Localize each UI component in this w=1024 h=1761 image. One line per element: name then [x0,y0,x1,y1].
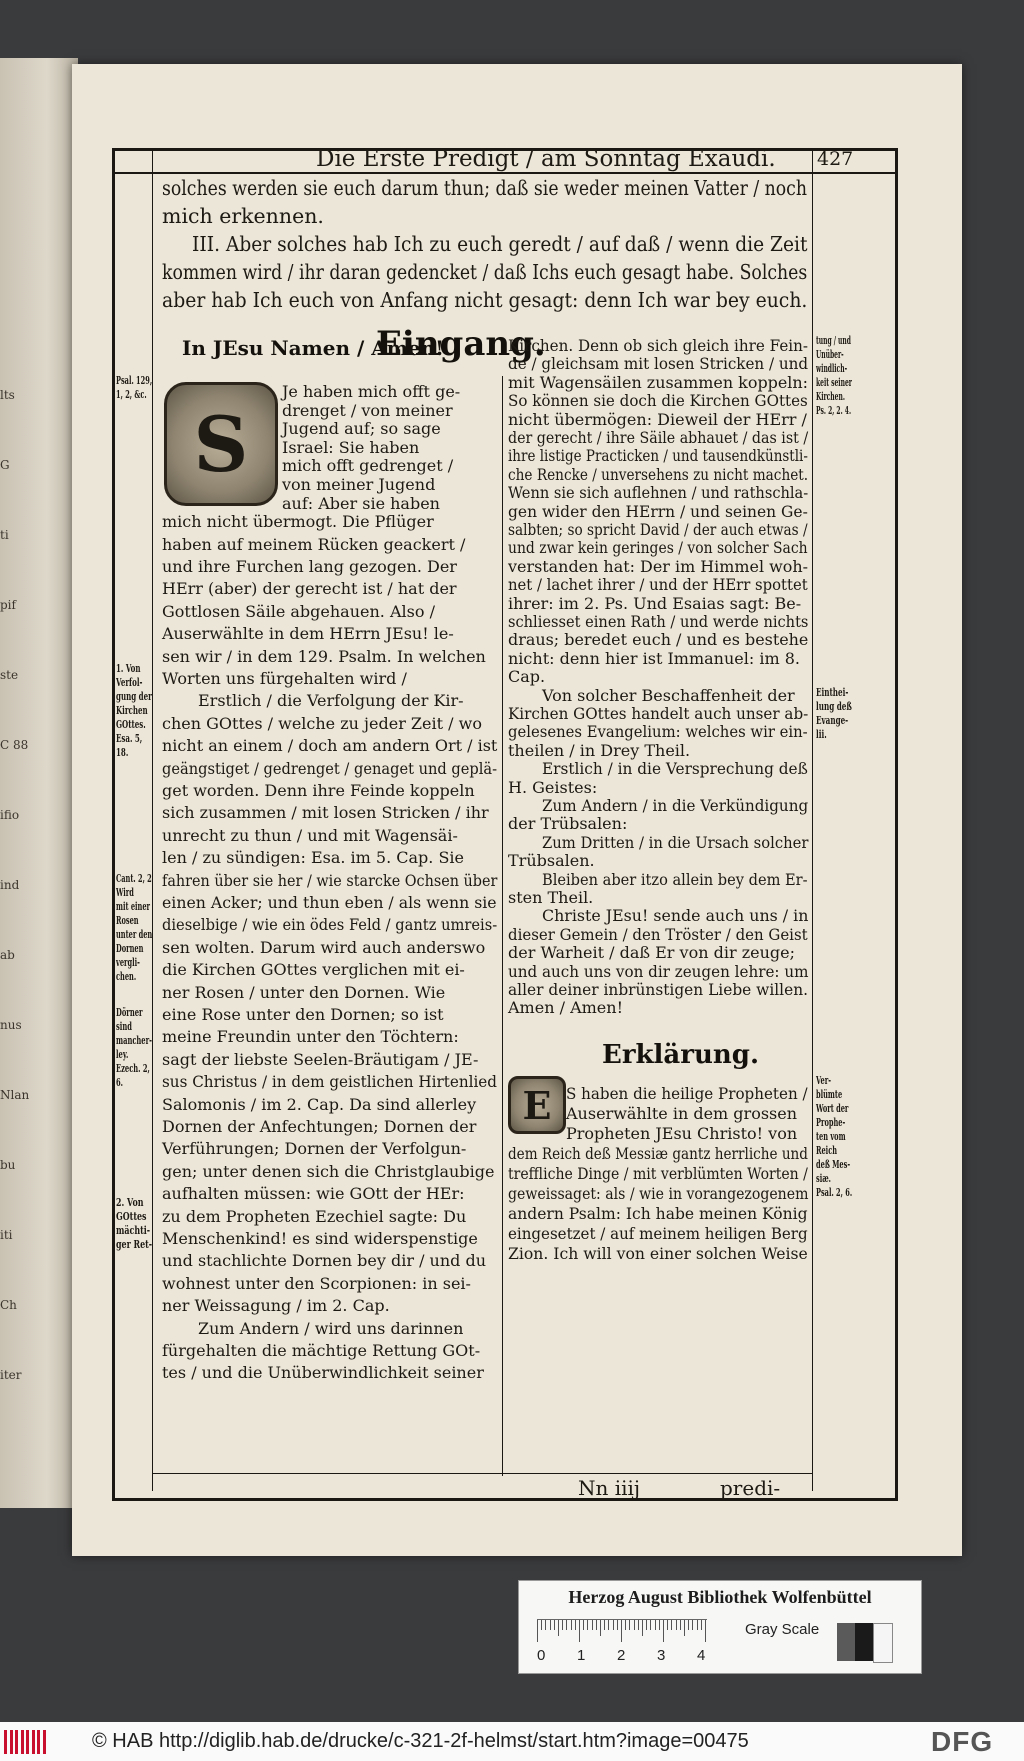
body-line: Erstlich / die Verfolgung der Kir- [198,691,464,711]
body-line: sich zusammen / mit losen Stricken / ihr [162,803,489,823]
body-line: Zion. Ich will von einer solchen Weise [508,1244,808,1263]
body-line: mich offt gedrenget / [282,456,454,476]
fragment-text: nus [0,1018,22,1032]
ruler-tick [663,1620,664,1642]
body-line: Bleiben aber itzo allein bey dem Er- [542,869,808,889]
footer-rule [152,1473,812,1474]
body-line: nicht: denn hier ist Immanuel: im 8. [508,648,800,668]
body-line: Trübsalen. [508,851,595,871]
margin-note-line: chen. [116,970,137,983]
intro-line: kommen wird / ihr daran gedencket / daß Ichs euch gesagt habe. Solches [162,260,808,284]
ruler-tick [583,1620,584,1630]
body-line: Wenn sie sich auflehnen / und rathschla- [508,483,809,503]
body-line: Worten uns fürgehalten wird / [162,669,407,688]
body-line: eingesetzet / auf meinem heiligen Berg [508,1224,808,1243]
body-line: Verführungen; Dornen der Verfolgun- [162,1139,467,1159]
ruler-tick [701,1620,702,1630]
ruler-tick [608,1620,609,1630]
margin-note-line: ger Ret- [116,1238,153,1251]
body-line: Je haben mich offt ge- [282,382,461,401]
body-line: wohnest unter den Scorpionen: in sei- [162,1273,471,1293]
margin-note [116,374,176,402]
body-line: und stachlichte Dornen bey dir / und du [162,1251,487,1271]
body-line: schliesset einen Rath / und werde nichts [508,612,809,631]
body-line: net / lachet ihrer / und der HErr spottet [508,575,808,595]
ruler-tick [625,1620,626,1630]
body-line: ner Weissagung / im 2. Cap. [162,1296,390,1316]
margin-note-line: Psal. 129, [116,374,153,387]
body-line: Zum Andern / in die Verkündigung [542,796,809,815]
ruler-tick [550,1620,551,1630]
body-line: nicht übermögen: Dieweil der HErr / [508,409,807,429]
fragment-text: lts [0,388,15,402]
fragment-text: ab [0,948,15,962]
ruler-tick [537,1620,538,1642]
body-line: So können sie doch die Kirchen GOttes [508,391,808,411]
body-line: Dornen der Anfechtungen; Dornen der [162,1117,477,1136]
catchword: predi- [720,1476,781,1500]
body-line: Gottlosen Säile abgehauen. Also / [162,601,435,621]
barcode-icon [4,1730,48,1754]
column-divider [502,376,503,1476]
body-line: dieser Gemein / den Tröster / den Geist [508,924,808,944]
ruler-tick [629,1620,630,1630]
fragment-text: C 88 [0,738,29,752]
body-line: HErr (aber) der gerecht ist / hat der [162,579,457,599]
ruler-tick [621,1620,622,1642]
body-line: Jugend auf; so sage [282,419,441,439]
margin-note-line: Wird [116,886,134,899]
margin-note-line: lii. [816,728,827,741]
fragment-text: G [0,458,10,472]
ruler-tick [692,1620,693,1630]
body-line: theilen / in Drey Theil. [508,740,691,760]
body-line: de / gleichsam mit losen Stricken / und [508,354,809,374]
body-line: der gerecht / ihre Säile abhauet / das ist / [508,428,809,447]
ruler-tick [587,1620,588,1630]
margin-note-line: Esa. 5, [116,732,143,745]
ruler-tick [646,1620,647,1630]
fragment-text: iter [0,1368,22,1382]
body-line: von meiner Jugend [282,475,436,494]
ruler-number: 2 [617,1647,626,1664]
running-header: Die Erste Predigt / am Sonntag Exaudi. [316,146,776,172]
fragment-text: iti [0,1228,13,1242]
margin-note-line: siæ. [816,1172,831,1185]
ruler-number: 1 [577,1647,586,1664]
ruler-tick [545,1620,546,1630]
margin-note-line: Kirchen [116,704,148,717]
ruler-tick [650,1620,651,1630]
body-line: aller deiner inbrünstigen Liebe willen. [508,980,809,999]
margin-note-line: Prophe- [816,1116,846,1129]
margin-note-line: Ps. 2, 2. 4. [816,404,852,417]
ruler-tick [579,1620,580,1642]
margin-note-line: unter den [116,928,153,941]
signature-mark: Nn iiij [578,1476,641,1500]
margin-note-line: 1. Von [116,662,141,675]
white-swatch [873,1623,893,1663]
body-line: fürgehalten die mächtige Rettung GOt- [162,1341,481,1360]
margin-note [116,662,172,760]
section-heading: Eingang. [376,324,546,364]
body-line: nicht an einem / doch am andern Ort / ist [162,736,498,756]
margin-note-line: Wort der [816,1102,849,1115]
margin-note-line: sind [116,1020,132,1033]
body-line: ner Rosen / unter den Dornen. Wie [162,982,446,1002]
margin-note-line: Verfol- [116,676,143,689]
ruler-tick [541,1620,542,1630]
body-line: Menschenkind! es sind widerspenstige [162,1229,478,1248]
page-number: 427 [817,148,854,170]
margin-note-line: deß Mes- [816,1158,851,1171]
body-line: verstanden hat: Der im Himmel woh- [508,556,809,576]
body-line: meine Freundin unter den Töchtern: [162,1027,459,1047]
ruler-tick [705,1620,706,1642]
body-line: geängstiget / gedrenget / genaget und geplä- [162,758,498,778]
margin-note-line: Unüber- [816,348,844,361]
barcode-stripe [21,1730,24,1754]
body-line: sus Christus / in dem geistlichen Hirtenlied [162,1072,498,1092]
ruler-tick [684,1620,685,1636]
ruler-tick [562,1620,563,1630]
body-line: Zum Dritten / in die Ursach solcher [542,832,809,852]
margin-note-line: Psal. 2, 6. [816,1186,853,1199]
margin-note [116,1006,175,1090]
fragment-text: ste [0,668,19,682]
ruler-tick [680,1620,681,1630]
margin-note [116,1196,166,1252]
margin-note [816,686,871,742]
ruler-tick [600,1620,601,1636]
fragment-text: bu [0,1158,16,1172]
body-line: und zwar kein geringes / von solcher Sach [508,538,808,558]
margin-note-line: Ver- [816,1074,831,1087]
black-swatch [855,1623,873,1661]
body-line: sen wir / in dem 129. Psalm. In welchen [162,646,486,666]
body-line: ihrer: im 2. Ps. Und Esaias sagt: Be- [508,593,802,613]
body-line: sagt der liebste Seelen-Bräutigam / JE- [162,1049,479,1069]
body-line: Auserwählte in dem HErrn JEsu! le- [162,624,454,644]
body-line: aufhalten müssen: wie GOtt der HEr: [162,1184,465,1204]
fragment-text: Ch [0,1298,17,1312]
ruler-tick [604,1620,605,1630]
barcode-stripe [15,1730,18,1754]
margin-note-line: tung / und [816,334,851,347]
previous-page-edge [0,58,78,1508]
intro-line: III. Aber solches hab Ich zu euch geredt / auf daß / wenn die Zeit [192,232,808,256]
library-name: Herzog August Bibliothek Wolfenbüttel [568,1587,872,1607]
body-line: einen Acker; und thun eben / als wenn sie [162,893,497,912]
fragment-text: ifio [0,808,20,822]
subheading-erklaerung: Erklärung. [602,1040,759,1070]
ruler-tick [655,1620,656,1630]
color-scale-card [518,1580,922,1674]
body-line: sen wolten. Darum wird auch anderswo [162,937,486,957]
body-line: Von solcher Beschaffenheit der [542,685,795,705]
body-line: Zum Andern / wird uns darinnen [198,1318,464,1338]
fragment-text: pif [0,598,16,612]
intro-line: mich erkennen. [162,204,324,228]
fragment-text: ind [0,878,20,892]
body-line: Christe JEsu! sende auch uns / in [542,906,809,926]
body-line: eine Rose unter den Dornen; so ist [162,1005,444,1024]
body-line: Amen / Amen! [508,998,623,1018]
margin-note-line: mächti- [116,1224,151,1237]
ruler-tick [613,1620,614,1630]
margin-note-line: blümte [816,1088,843,1101]
margin-note-line: gung der [116,690,152,703]
body-line: ihre listige Practicken / und tausendkünstli- [508,446,808,466]
ruler [537,1619,707,1646]
body-line: che Rencke / unversehens zu nicht machet. [508,464,809,484]
margin-note-line: ten vom [816,1130,846,1143]
barcode-stripe [26,1730,29,1754]
body-line: dieselbige / wie ein ödes Feld / gantz umreis- [162,915,498,935]
body-line: draus; beredet euch / und es bestehe [508,630,809,650]
body-line: treffliche Dinge / mit verblümten Worten / [508,1164,808,1183]
viewer-footer-bar [0,1722,1024,1761]
ruler-tick [566,1620,567,1630]
body-line: len / zu sündigen: Esa. im 5. Cap. Sie [162,848,465,868]
body-line: drenget / von meiner [282,400,453,420]
decorated-initial-e: E [508,1076,566,1134]
barcode-stripe [32,1730,35,1754]
margin-note-line: Dörner [116,1006,143,1019]
ruler-tick [697,1620,698,1630]
margin-note-line: keit seiner [816,376,852,389]
book-page [72,64,962,1556]
ruler-tick [659,1620,660,1630]
ruler-tick [688,1620,689,1630]
ruler-number: 3 [657,1647,666,1664]
ruler-tick [554,1620,555,1630]
margin-note-line: lung deß [816,700,852,713]
body-line: fahren über sie her / wie starcke Ochsen über [162,870,498,890]
ruler-tick [596,1620,597,1630]
body-line: Auserwählte in dem grossen [566,1104,798,1123]
margin-note-line: mit einer [116,900,151,913]
margin-note [116,872,176,984]
body-line: geweissaget: als / wie in vorangezogenem [508,1184,809,1203]
margin-note-line: Reich [816,1144,838,1157]
margin-note-line: Ezech. 2, [116,1062,150,1075]
intro-line: solches werden sie euch darum thun; daß sie weder meinen Vatter / noch [162,176,807,200]
ruler-tick [592,1620,593,1630]
margin-note-line: Evange- [816,714,849,727]
gray-swatch [837,1623,855,1661]
body-line: Erstlich / in die Versprechung deß [542,759,808,779]
ruler-tick [558,1620,559,1636]
body-line: mich nicht übermogt. Die Pflüger [162,512,434,532]
margin-note-line: Cant. 2, 2 [116,872,152,885]
ruler-number: 0 [537,1647,546,1664]
ruler-tick [571,1620,572,1630]
body-line: unrecht zu thun / und mit Wagensäi- [162,825,458,845]
margin-note-line: Kirchen. [816,390,845,403]
body-line: S haben die heilige Propheten / [566,1084,808,1103]
opening-invocation: In JEsu Namen / Amen! [182,336,444,360]
body-line: sten Theil. [508,888,594,907]
margin-note-line: Rosen [116,914,139,927]
intro-line: aber hab Ich euch von Anfang nicht gesagt: denn Ich war bey euch. [162,288,808,312]
dfg-logo: DFG [931,1726,994,1757]
body-line: chen GOttes / welche zu jeder Zeit / wo [162,713,482,733]
barcode-stripe [43,1730,46,1754]
body-line: auf: Aber sie haben [282,493,440,513]
margin-note-line: Dornen [116,942,144,955]
margin-note-line: Einthei- [816,686,849,699]
gray-scale-label: Gray Scale [745,1621,820,1638]
margin-note-line: 2. Von [116,1196,144,1209]
body-line: tes / und die Unüberwindlichkeit seiner [162,1363,484,1383]
body-line: Cap. [508,667,546,687]
left-margin-rule [152,151,153,1491]
barcode-stripe [10,1730,13,1754]
body-line: Kirchen GOttes handelt auch unser ab- [508,704,809,723]
body-line: gen wider den HErrn / und seinen Ge- [508,501,808,521]
ruler-tick [634,1620,635,1630]
ruler-tick [642,1620,643,1636]
body-line: und auch uns von dir zeugen lehre: um [508,961,809,981]
fragment-text: ti [0,528,9,542]
margin-note-line: ley. [116,1048,129,1061]
ruler-tick [617,1620,618,1630]
body-line: und ihre Furchen lang gezogen. Der [162,557,457,576]
source-link[interactable]: © HAB http://diglib.hab.de/drucke/c-321-2f-helmst/start.htm?image=00475 [92,1730,749,1752]
body-line: H. Geistes: [508,777,598,797]
margin-note [816,1074,876,1200]
body-line: Salomonis / im 2. Cap. Da sind allerley [162,1094,477,1114]
margin-note-line: mancher- [116,1034,152,1047]
fragment-text: Nlan [0,1088,30,1102]
margin-note-line: 1, 2, &c. [116,388,147,401]
margin-note-line: vergli- [116,956,140,969]
body-line: der Trübsalen: [508,814,628,834]
body-line: gelesenes Evangelium: welches wir ein- [508,722,808,742]
ruler-tick [676,1620,677,1630]
decorated-initial: S [164,382,278,506]
body-line: andern Psalm: Ich habe meinen König [508,1204,808,1223]
body-line: Kirchen. Denn ob sich gleich ihre Fein- [508,336,809,355]
body-line: gen; unter denen sich die Christglaubige [162,1161,495,1181]
body-line: haben auf meinem Rücken geackert / [162,534,466,554]
body-line: Propheten JEsu Christo! von [566,1124,798,1143]
ruler-tick [671,1620,672,1630]
ruler-tick [638,1620,639,1630]
right-margin-rule [812,151,813,1491]
body-line: zu dem Propheten Ezechiel sagte: Du [162,1206,467,1226]
barcode-stripe [37,1730,40,1754]
ruler-tick [575,1620,576,1630]
margin-note-line: 18. [116,746,129,759]
body-line: die Kirchen GOttes verglichen mit ei- [162,960,465,980]
body-line: dem Reich deß Messiæ gantz herrliche und [508,1144,808,1163]
ruler-number: 4 [697,1647,706,1664]
margin-note-line: windlich- [816,362,848,375]
barcode-stripe [4,1730,7,1754]
body-line: mit Wagensäilen zusammen koppeln: [508,372,809,392]
body-line: get worden. Denn ihre Feinde koppeln [162,781,475,800]
body-line: Israel: Sie haben [282,437,420,457]
header-rule [112,172,898,174]
margin-note [816,334,882,418]
margin-note-line: 6. [116,1076,124,1089]
body-line: der Warheit / daß Er von dir zeuge; [508,943,795,963]
body-line: salbten; so spricht David / der auch etwas / [508,520,808,539]
margin-note-line: GOttes. [116,718,146,731]
ruler-tick [667,1620,668,1630]
margin-note-line: GOttes [116,1210,147,1223]
